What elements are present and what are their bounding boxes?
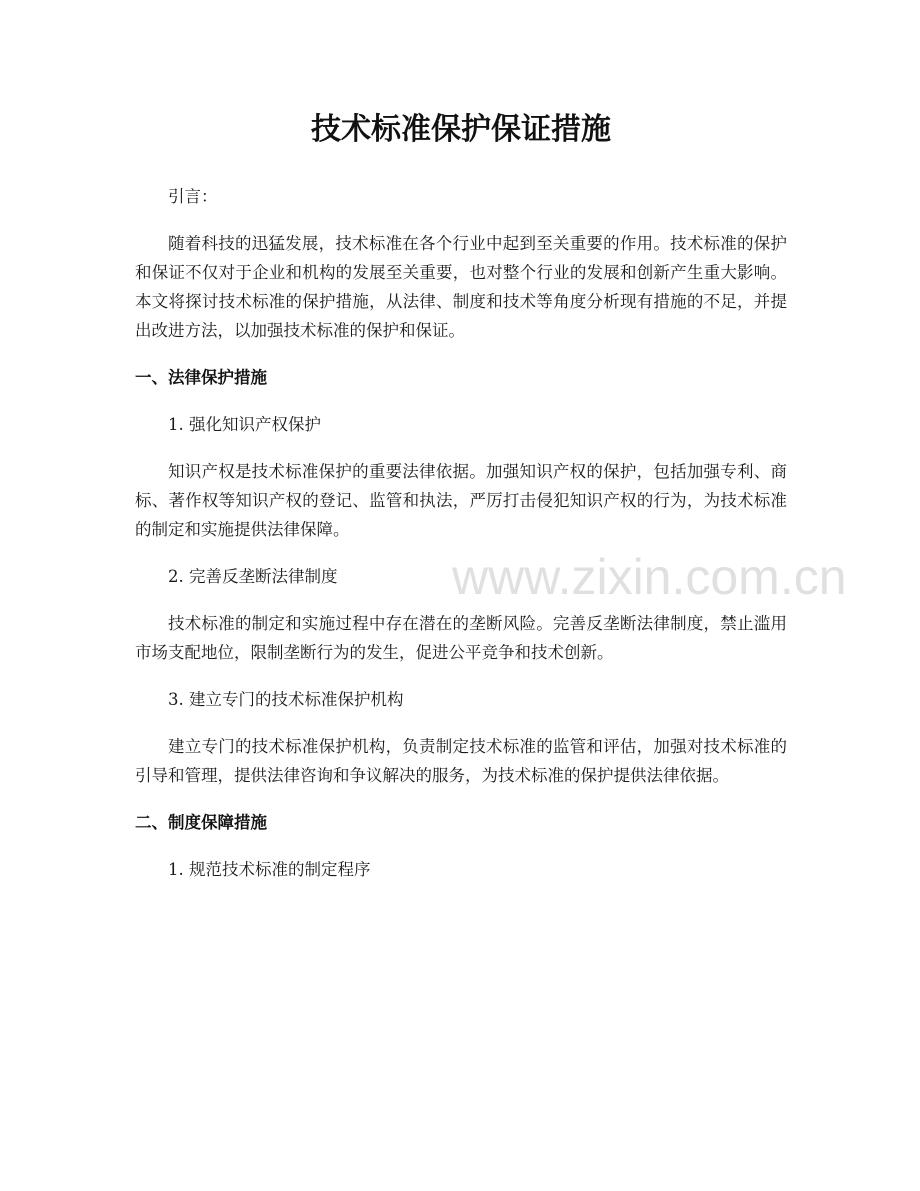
item-title: 3. 建立专门的技术标准保护机构 <box>168 690 404 709</box>
intro-label: 引言： <box>168 187 218 206</box>
item-paragraph: 技术标准的制定和实施过程中存在潜在的垄断风险。完善反垄断法律制度，禁止滥用市场支配地位，限制垄断行为的发生，促进公平竞争和技术创新。 <box>135 614 787 662</box>
document-body <box>135 108 787 902</box>
item-title: 1. 规范技术标准的制定程序 <box>168 860 371 879</box>
item-paragraph: 建立专门的技术标准保护机构，负责制定技术标准的监管和评估，加强对技术标准的引导和管理，提供法律咨询和争议解决的服务，为技术标准的保护提供法律依据。 <box>135 737 787 785</box>
document-title: 技术标准保护保证措施 <box>311 112 611 147</box>
item-title: 1. 强化知识产权保护 <box>168 415 321 434</box>
item-title: 2. 完善反垄断法律制度 <box>168 567 338 586</box>
section-heading-institutional: 二、制度保障措施 <box>135 813 267 832</box>
intro-paragraph: 随着科技的迅猛发展，技术标准在各个行业中起到至关重要的作用。技术标准的保护和保证不仅对于企业和机构的发展至关重要，也对整个行业的发展和创新产生重大影响。本文将探讨技术标准的保护措施，从法律、制度和技术等角度分析现有措施的不足，并提出改进方法，以加强技术标准的保护和保证。 <box>135 234 787 340</box>
watermark: www.zixin.com.cn <box>452 549 847 605</box>
item-paragraph: 知识产权是技术标准保护的重要法律依据。加强知识产权的保护，包括加强专利、商标、著作权等知识产权的登记、监管和执法，严厉打击侵犯知识产权的行为，为技术标准的制定和实施提供法律保障。 <box>135 462 787 539</box>
section-heading-legal: 一、法律保护措施 <box>135 368 267 387</box>
